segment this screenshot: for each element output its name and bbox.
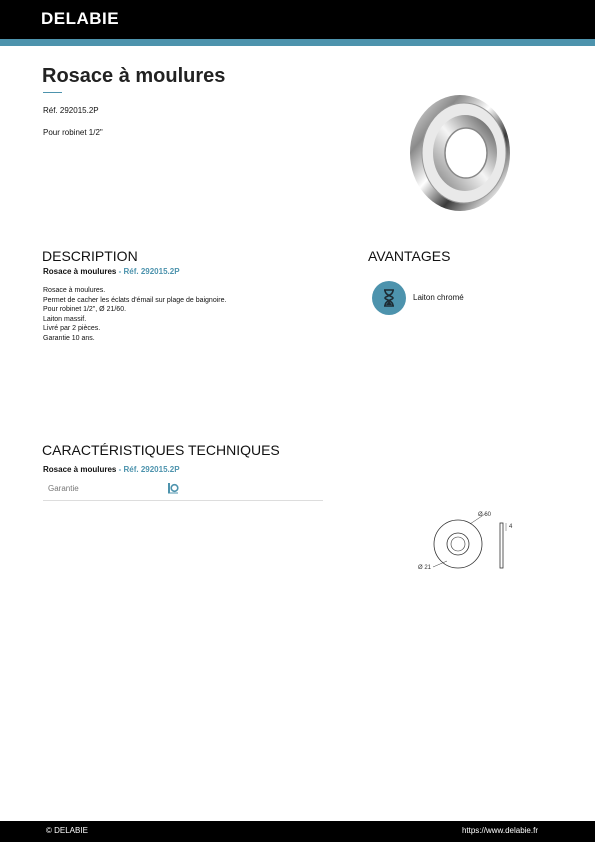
description-text xyxy=(43,286,226,344)
technical-subhead-name: Rosace à moulures xyxy=(43,465,117,474)
product-subtitle: Pour robinet 1/2" xyxy=(43,128,103,137)
description-line: Laiton massif. xyxy=(43,315,87,323)
advantage-label: Laiton chromé xyxy=(413,293,464,302)
warranty-10-icon xyxy=(167,482,179,494)
page-header xyxy=(0,0,595,39)
page-footer xyxy=(0,821,595,842)
technical-subhead-ref: - Réf. 292015.2P xyxy=(116,465,180,474)
hourglass-icon xyxy=(372,281,406,315)
description-subhead xyxy=(43,267,180,276)
product-ref: Réf. 292015.2P xyxy=(43,106,99,115)
description-line: Pour robinet 1/2", Ø 21/60. xyxy=(43,306,127,314)
technical-subhead xyxy=(43,465,180,474)
brand-logo: DELABIE xyxy=(41,9,120,28)
technical-drawing xyxy=(415,505,520,575)
header-accent-strip xyxy=(0,39,595,46)
footer-url-link[interactable]: https://www.delabie.fr xyxy=(461,826,538,835)
description-subhead-name: Rosace à moulures xyxy=(43,267,117,276)
description-line: Permet de cacher les éclats d'émail sur plage de baignoire. xyxy=(43,296,227,304)
dim-thickness: 4 xyxy=(509,524,513,530)
advantages-heading: AVANTAGES xyxy=(368,248,451,264)
spec-label: Garantie xyxy=(48,484,79,493)
product-title: Rosace à moulures xyxy=(42,65,226,87)
description-heading: DESCRIPTION xyxy=(42,248,138,264)
description-line: Garantie 10 ans. xyxy=(43,334,95,342)
description-subhead-ref: - Réf. 292015.2P xyxy=(116,267,180,276)
spec-row xyxy=(43,479,323,501)
title-underline xyxy=(43,92,62,93)
description-line: Rosace à moulures. xyxy=(43,287,106,294)
description-line: Livré par 2 pièces. xyxy=(43,325,101,333)
product-image xyxy=(405,90,520,215)
technical-heading: CARACTÉRISTIQUES TECHNIQUES xyxy=(42,442,280,458)
footer-copyright: © DELABIE xyxy=(46,826,88,835)
dim-outer: Ø 60 xyxy=(478,512,492,518)
dim-inner: Ø 21 xyxy=(418,565,432,571)
